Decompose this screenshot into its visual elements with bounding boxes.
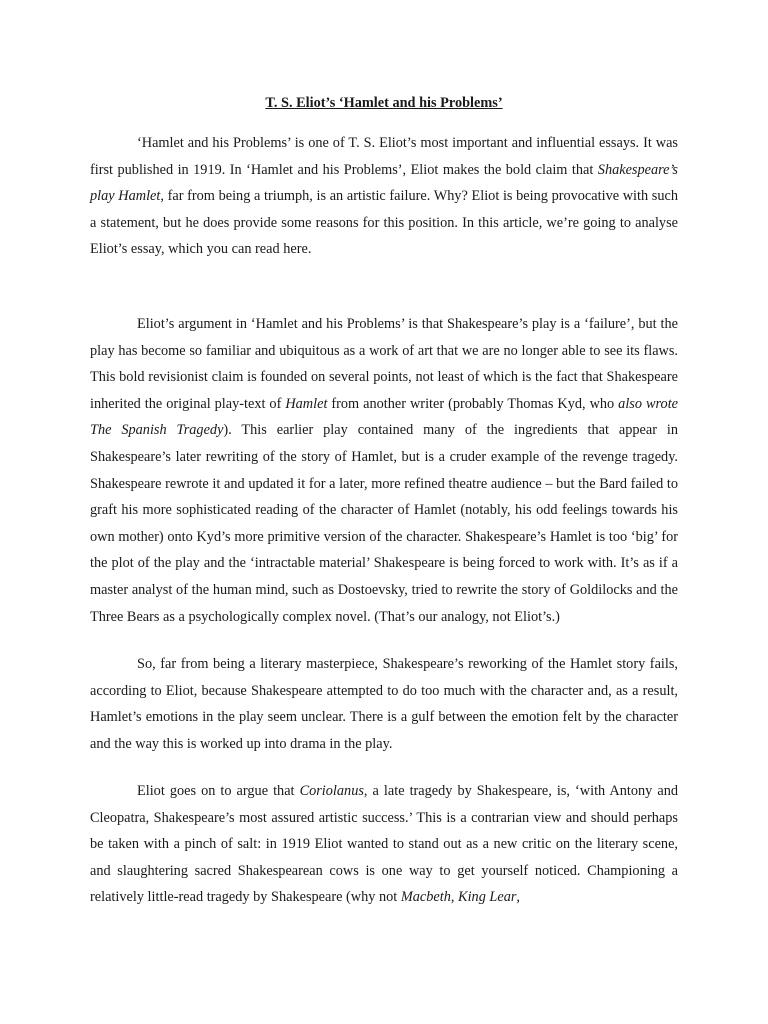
italic-segment: also wrote The Spanish Tragedy <box>90 395 679 439</box>
paragraph-4 <box>90 778 678 911</box>
text-segment: , a late tragedy by Shakespeare, is, ‘with Antony and Cleopatra, Shakespeare’s most assured artistic success.’ This is a contrarian view and should perhaps be taken with a pinch of salt: in 1919 Eliot wanted to stand out as a new critic on the literary scene, and slaughtering sacred Shakespearean cows is one way to get yourself noticed. Championing a relatively little-read tragedy by Shakespeare (why not <box>90 783 679 906</box>
text-segment: Eliot’s argument in ‘Hamlet and his Problems’ is that Shakespeare’s play is a ‘failure’, but the play has become so familiar and ubiquitous as a work of art that we are no longer able to see its flaws. This bold revisionist claim is founded on several points, not least of which is the fact that Shakespeare inherited the original play-text of <box>90 316 678 412</box>
text-segment: , far from being a triumph, is an artistic failure. Why? Eliot is being provocative with such a statement, but he does provide some reasons for this position. In this article, we’re going to analyse Eliot’s essay, which you can read here. <box>90 188 679 258</box>
text-segment: , <box>516 889 520 906</box>
text-segment: ). This earlier play contained many of the ingredients that appear in Shakespeare’s later rewriting of the story of Hamlet, but is a cruder example of the revenge tragedy. Shakespeare rewrote it and updated it for a later, more refined theatre audience – but the Bard failed to graft his more sophisticated reading of the character of Hamlet (notably, his odd feelings towards his own mother) onto Kyd’s more primitive version of the character. Shakespeare’s Hamlet is too ‘big’ for the plot of the play and the ‘intractable material’ Shakespeare is being forced to work with. It’s as if a master analyst of the human mind, such as Dostoevsky, tried to rewrite the story of Goldilocks and the Three Bears as a psychologically complex novel. (That’s our analogy, not Eliot’s.) <box>90 422 678 625</box>
paragraph-1 <box>90 130 678 263</box>
document-title: T. S. Eliot’s ‘Hamlet and his Problems’ <box>265 95 503 111</box>
paragraph-3 <box>90 651 678 757</box>
text-segment: Eliot goes on to argue that <box>137 783 300 799</box>
text-segment: from another writer (probably Thomas Kyd, who <box>327 395 619 412</box>
italic-segment: Shakespeare’s play Hamlet <box>90 161 678 205</box>
italic-segment: Hamlet <box>285 395 328 412</box>
italic-segment: King Lear <box>458 889 517 906</box>
italic-segment: Macbeth <box>400 889 451 906</box>
paragraph-2 <box>90 311 678 630</box>
italic-segment: Coriolanus <box>299 783 364 799</box>
text-segment: So, far from being a literary masterpiece, Shakespeare’s reworking of the Hamlet story fails, according to Eliot, because Shakespeare attempted to do too much with the character and, as a result, Hamlet’s emotions in the play seem unclear. There is a gulf between the emotion felt by the character and the way this is worked up into drama in the play. <box>90 656 678 752</box>
text-segment: , <box>450 889 459 906</box>
text-segment: ‘Hamlet and his Problems’ is one of T. S. Eliot’s most important and influential essays. It was first published in 1919. In ‘Hamlet and his Problems’, Eliot makes the bold claim that <box>90 135 678 178</box>
